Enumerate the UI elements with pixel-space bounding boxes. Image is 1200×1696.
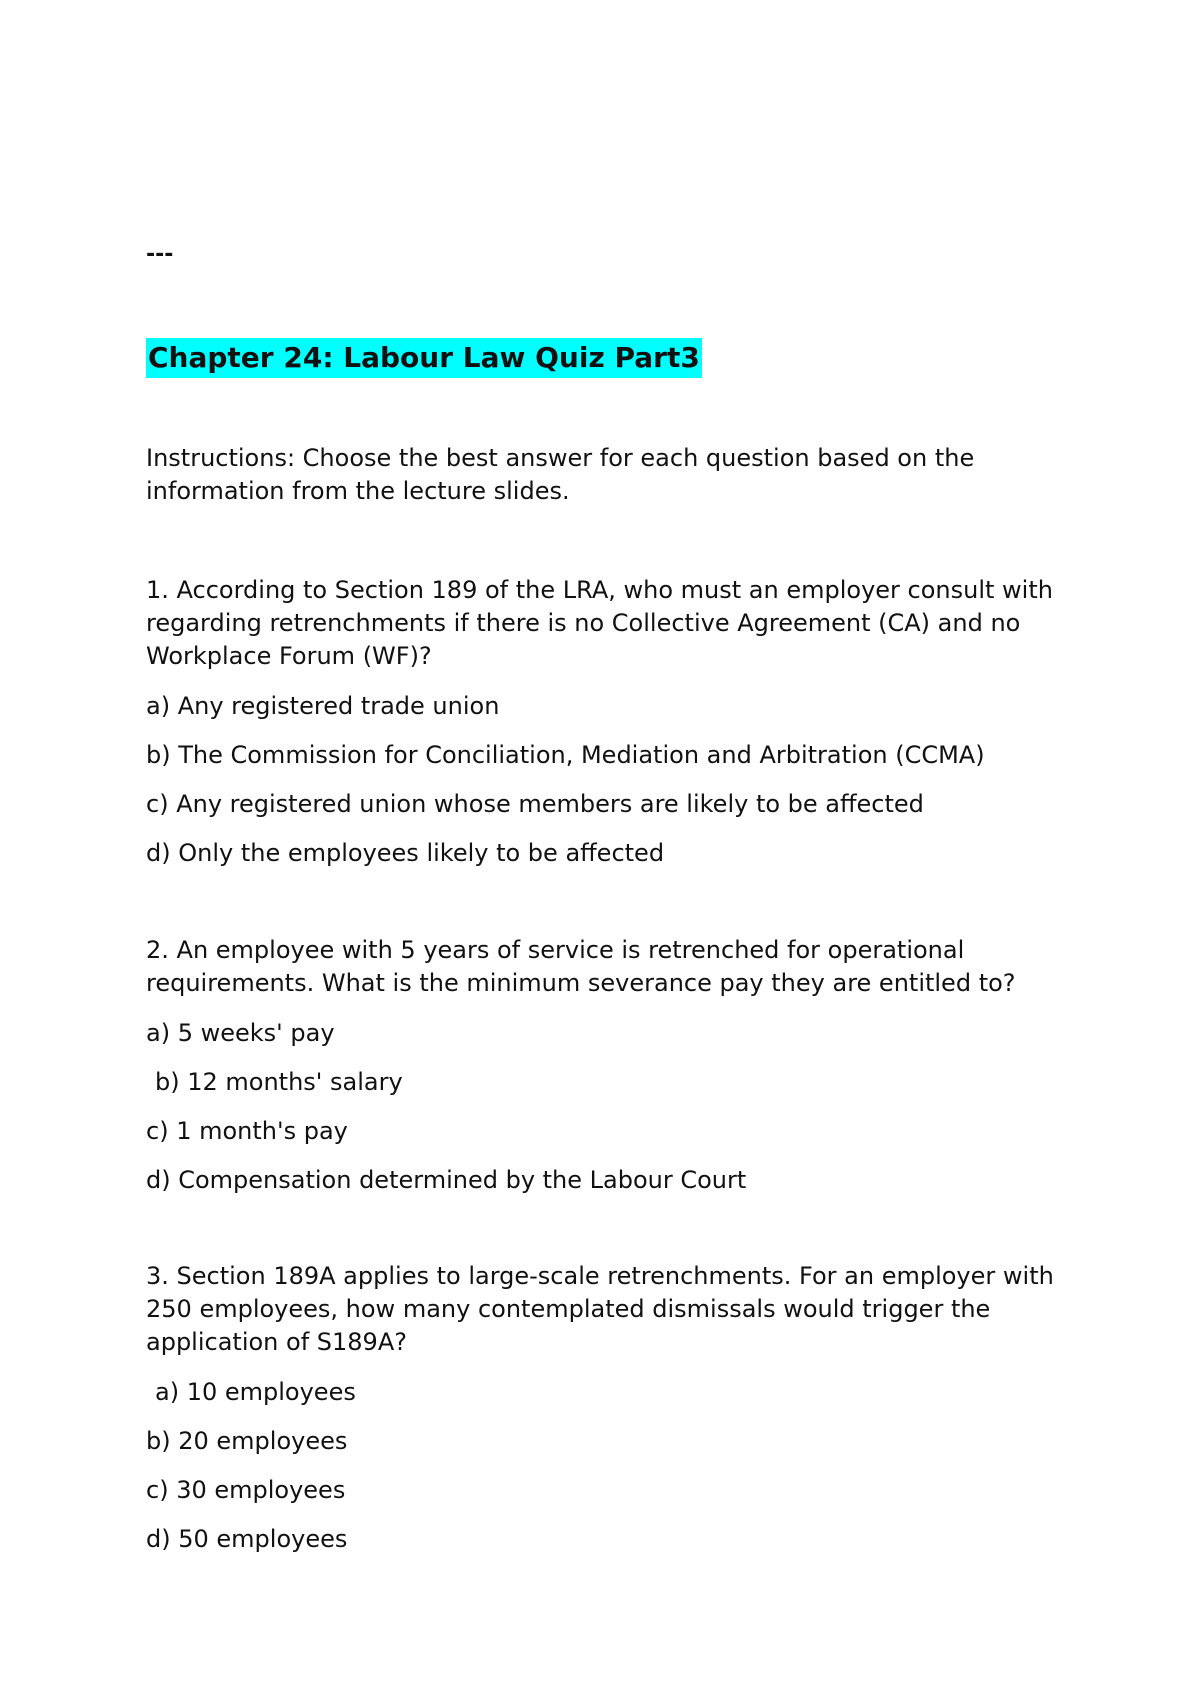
option-c: c) Any registered union whose members are likely to be affected — [146, 790, 924, 818]
option-c: c) 30 employees — [146, 1476, 346, 1504]
option-d: d) 50 employees — [146, 1525, 348, 1553]
option-a: a) Any registered trade union — [146, 692, 500, 720]
option-d: d) Only the employees likely to be affected — [146, 839, 665, 867]
option-a: a) 5 weeks' pay — [146, 1019, 335, 1047]
option-b: b) 12 months' salary — [155, 1068, 403, 1096]
separator-line: --- — [146, 242, 174, 267]
option-b: b) The Commission for Conciliation, Mediation and Arbitration (CCMA) — [146, 741, 985, 769]
option-a: a) 10 employees — [155, 1378, 356, 1406]
question-1 — [146, 574, 1066, 886]
option-d: d) Compensation determined by the Labour Court — [146, 1166, 747, 1194]
question-text: 2. An employee with 5 years of service is retrenched for operational requirements. What is the minimum severance pay they are entitled to? — [146, 936, 1016, 997]
option-b: b) 20 employees — [146, 1427, 348, 1455]
option-c: c) 1 month's pay — [146, 1117, 348, 1145]
question-text: 1. According to Section 189 of the LRA, who must an employer consult with regarding retrenchments if there is no Collective Agreement (CA) and no Workplace Forum (WF)? — [146, 576, 1053, 670]
instructions-text: Instructions: Choose the best answer for each question based on the information from the lecture slides. — [146, 444, 975, 505]
question-3 — [146, 1260, 1066, 1572]
question-2 — [146, 934, 1066, 1213]
quiz-title: Chapter 24: Labour Law Quiz Part3 — [146, 338, 702, 378]
question-text: 3. Section 189A applies to large-scale retrenchments. For an employer with 250 employees, how many contemplated dismissals would trigger the application of S189A? — [146, 1262, 1054, 1356]
